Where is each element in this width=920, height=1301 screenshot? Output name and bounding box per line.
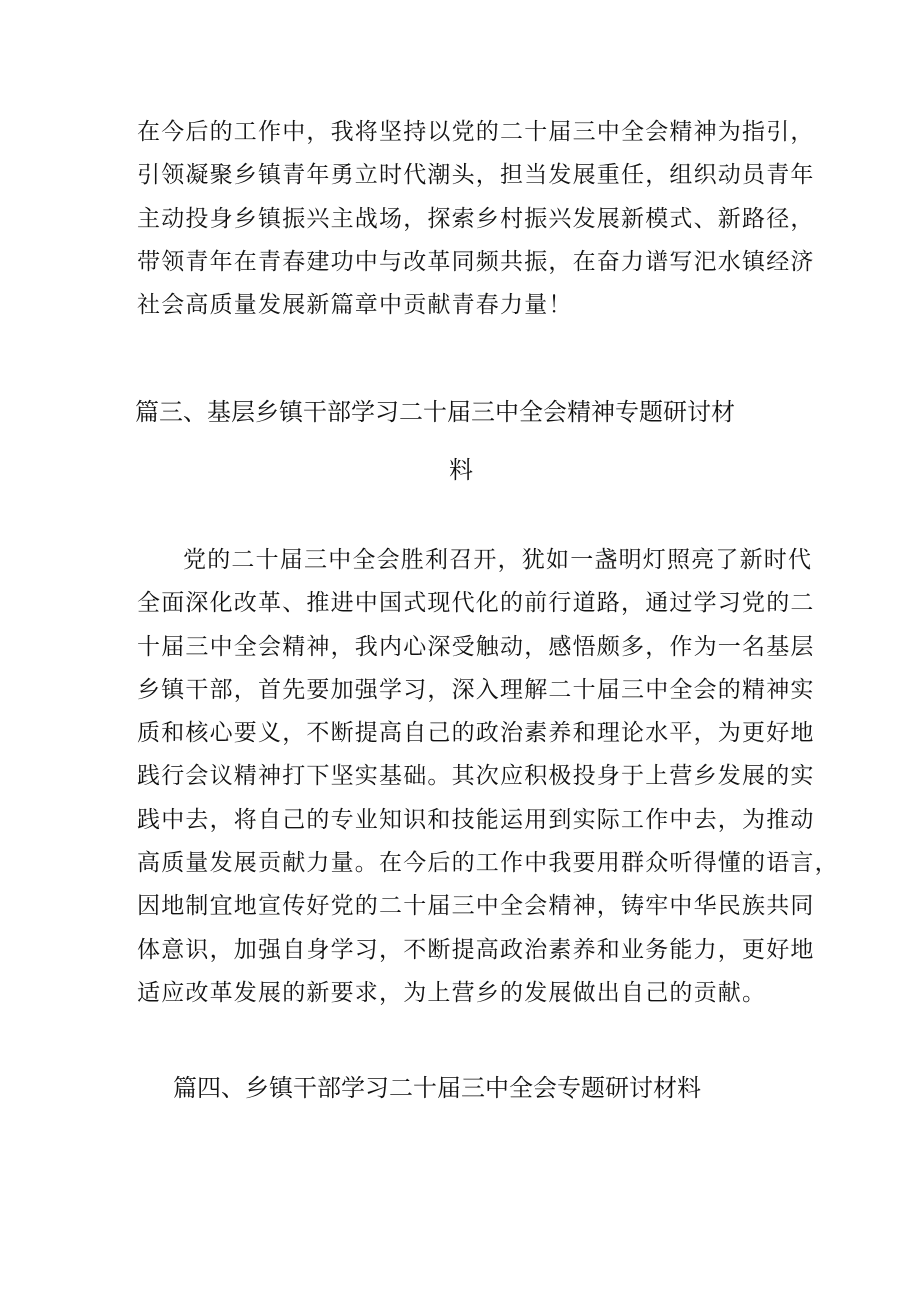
paragraph-1 xyxy=(137,111,815,327)
paragraph-line: 主动投身乡镇振兴主战场，探索乡村振兴发展新模式、新路径， xyxy=(137,205,815,232)
paragraph-line: 高质量发展贡献力量。在今后的工作中我要用群众听得懂的语言， xyxy=(137,850,839,877)
paragraph-2 xyxy=(137,539,839,1015)
paragraph-line: 社会高质量发展新篇章中贡献青春力量！ xyxy=(137,292,573,319)
paragraph-line: 乡镇干部，首先要加强学习，深入理解二十届三中全会的精神实 xyxy=(137,676,815,703)
paragraph-line: 在今后的工作中，我将坚持以党的二十届三中全会精神为指引， xyxy=(137,119,815,145)
paragraph-line: 体意识，加强自身学习，不断提高政治素养和业务能力，更好地 xyxy=(137,936,815,963)
paragraph-line: 质和核心要义，不断提高自己的政治素养和理论水平，为更好地 xyxy=(137,720,815,747)
section-heading-4: 篇四、乡镇干部学习二十届三中全会专题研讨材料 xyxy=(173,1074,701,1102)
paragraph-line: 践行会议精神打下坚实基础。其次应积极投身于上营乡发展的实 xyxy=(137,763,815,790)
paragraph-line: 因地制宜地宣传好党的二十届三中全会精神，铸牢中华民族共同 xyxy=(137,893,815,920)
section-heading-3-line-1: 篇三、基层乡镇干部学习二十届三中全会精神专题研讨材 xyxy=(135,398,735,426)
paragraph-line: 带领青年在青春建功中与改革同频共振，在奋力谱写汜水镇经济 xyxy=(137,248,815,275)
paragraph-line: 引领凝聚乡镇青年勇立时代潮头，担当发展重任，组织动员青年 xyxy=(137,162,815,189)
paragraph-line: 十届三中全会精神，我内心深受触动，感悟颇多，作为一名基层 xyxy=(137,633,815,660)
paragraph-line: 践中去，将自己的专业知识和技能运用到实际工作中去，为推动 xyxy=(137,806,815,833)
paragraph-line: 全面深化改革、推进中国式现代化的前行道路，通过学习党的二 xyxy=(137,590,815,617)
paragraph-line: 适应改革发展的新要求，为上营乡的发展做出自己的贡献。 xyxy=(137,979,767,1006)
section-heading-3-line-2: 料 xyxy=(449,456,473,484)
paragraph-line: 党的二十届三中全会胜利召开，犹如一盏明灯照亮了新时代 xyxy=(183,547,813,573)
